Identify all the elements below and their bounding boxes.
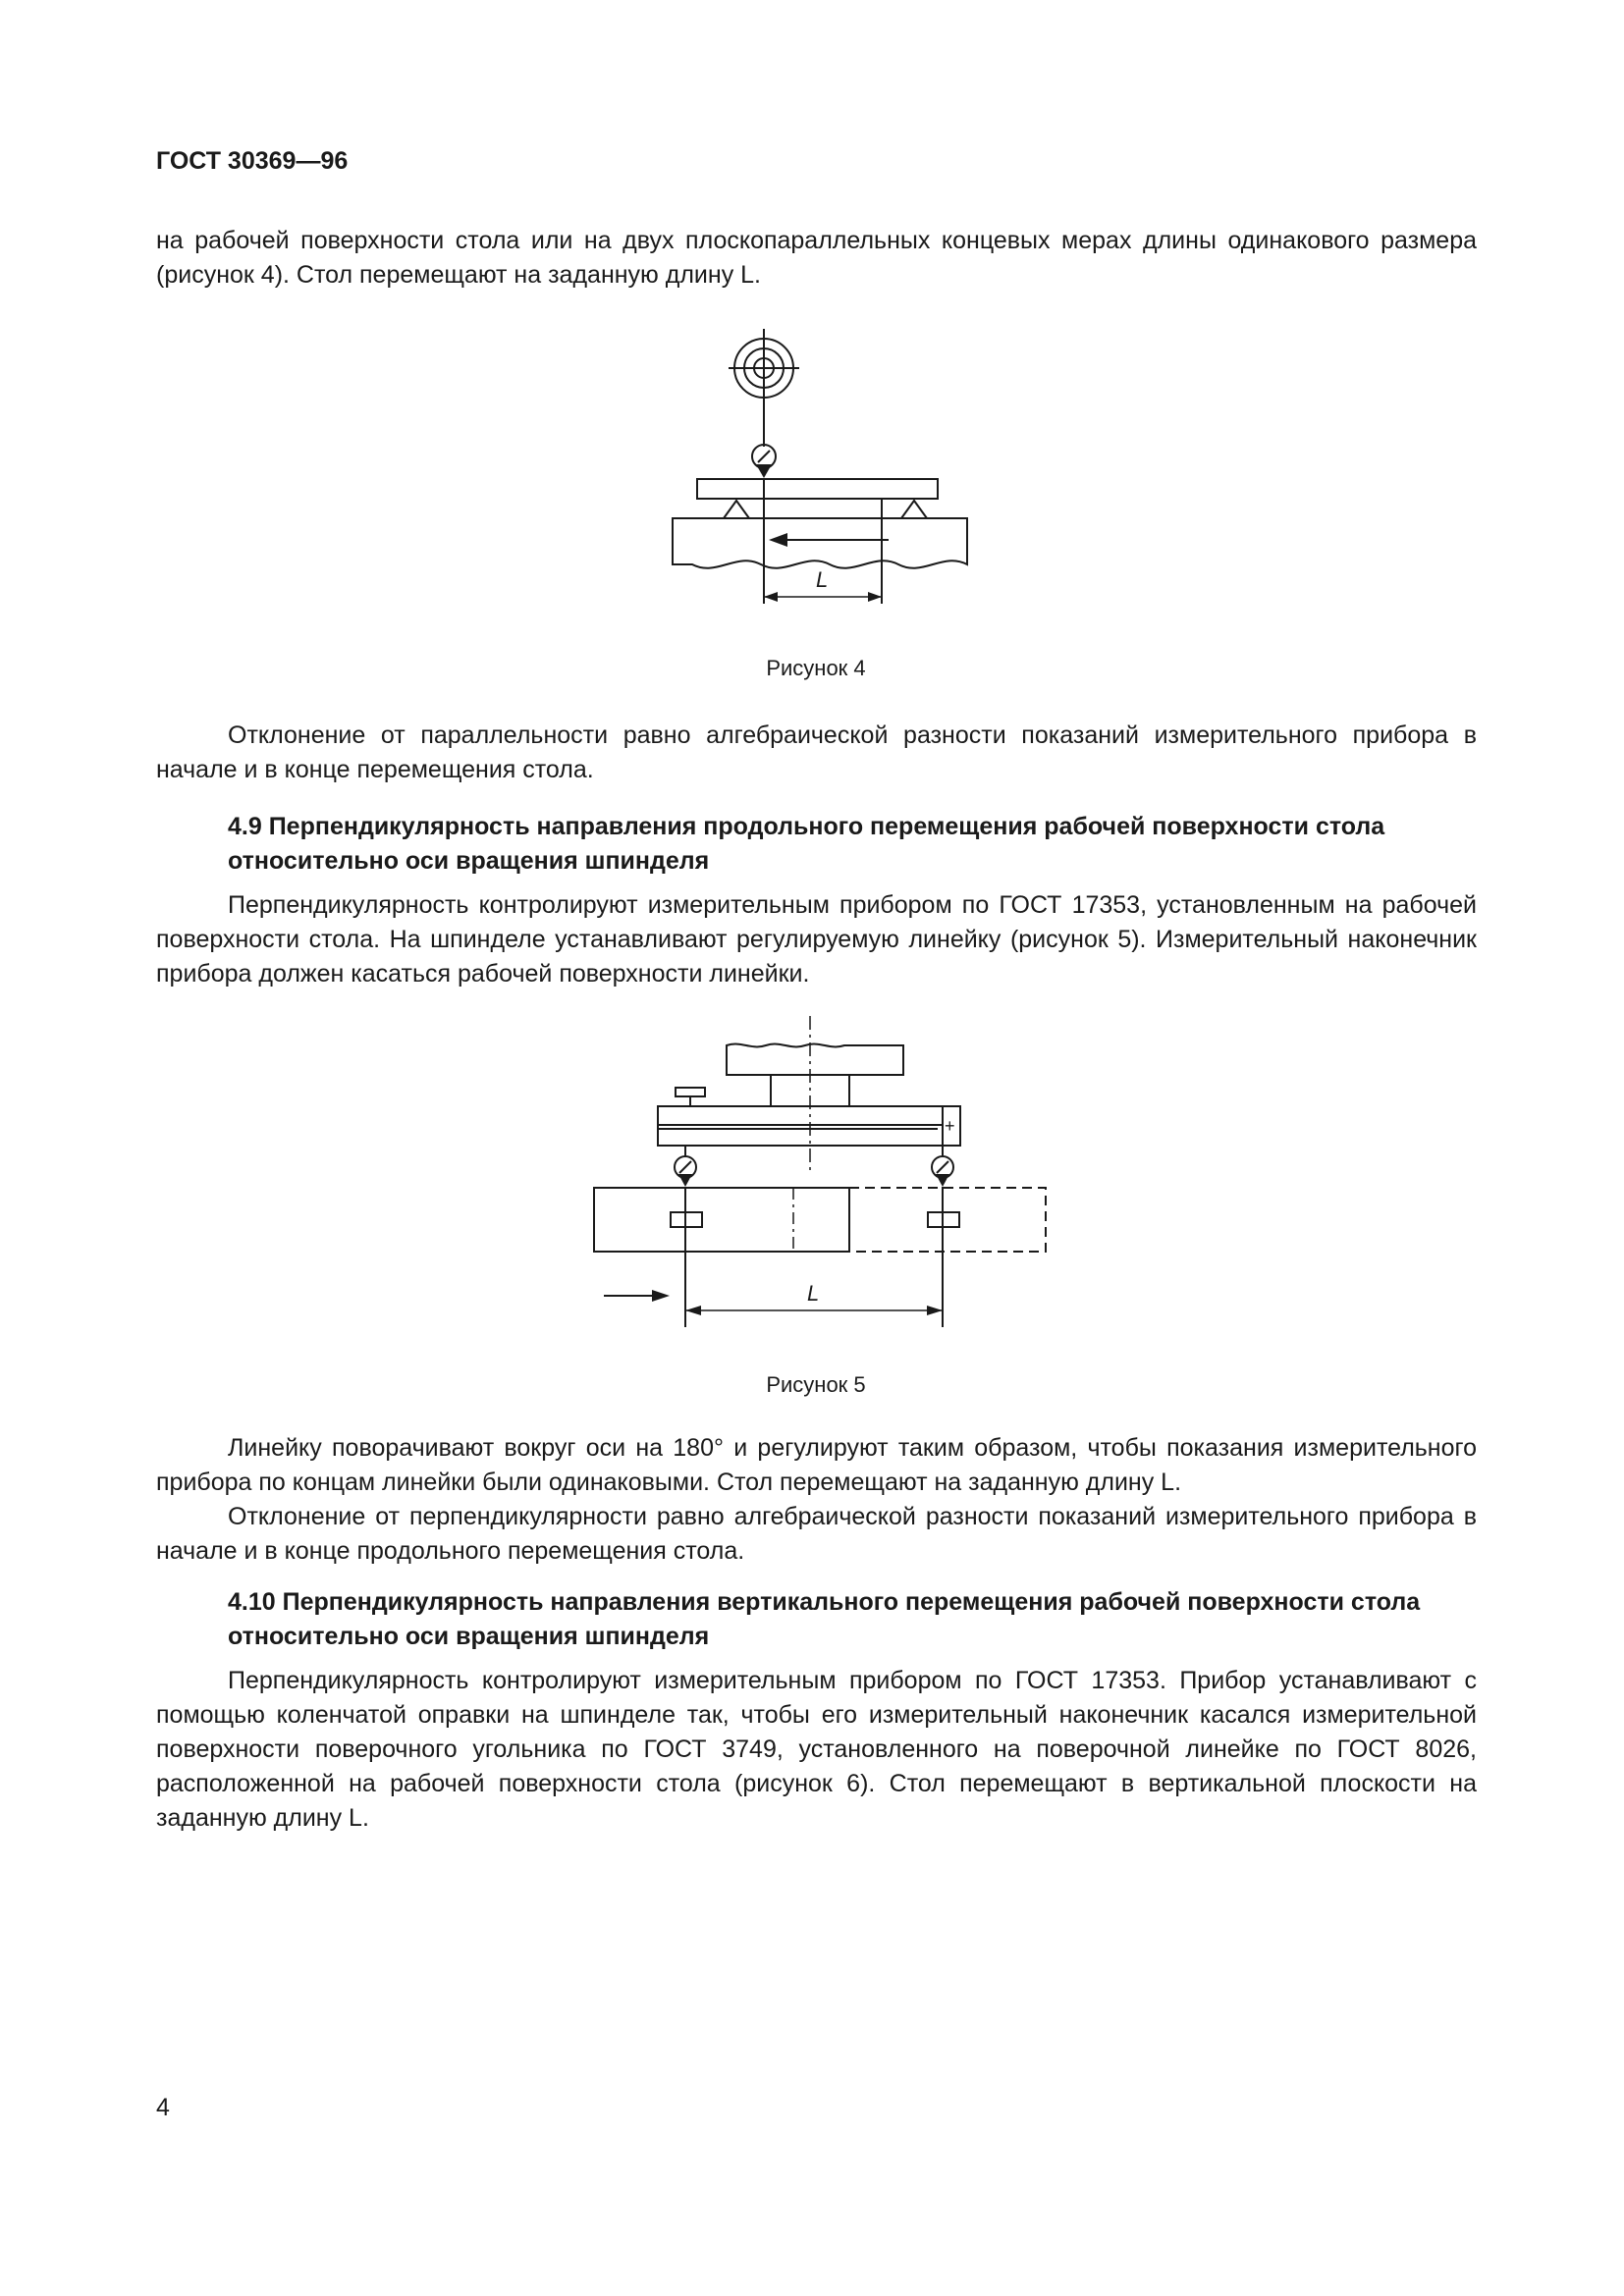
ruler-adjuster: [676, 1088, 705, 1096]
table-body: [673, 518, 967, 568]
left-support: [724, 501, 749, 518]
section-4-9-heading: 4.9 Перпендикулярность направления продольного перемещения рабочей поверхности стола относительно оси вращения шпинделя: [228, 813, 1385, 875]
plus-mark: +: [945, 1116, 955, 1136]
section-4-10-heading: 4.10 Перпендикулярность направления вертикального перемещения рабочей поверхности стола относительно оси вращения шпинделя: [228, 1588, 1421, 1650]
document-code-header: ГОСТ 30369—96: [156, 147, 349, 175]
page-number: 4: [156, 2094, 170, 2121]
section-4-9-paragraph: Перпендикулярность контролируют измерительным прибором по ГОСТ 17353, установленным на рабочей поверхности стола. На шпинделе устанавливают регулируемую линейку (рисунок 5). Измерительный наконечник прибора должен касаться рабочей поверхности линейки.: [156, 891, 1477, 988]
table-start-position: [594, 1188, 849, 1252]
figure-5-caption: Рисунок 5: [766, 1372, 866, 1397]
dimension-label-L: L: [807, 1281, 820, 1306]
dimension-label-L: L: [816, 567, 829, 592]
table-end-position: [849, 1188, 1046, 1252]
figure-4-diagram: [648, 324, 982, 628]
section-4-10-paragraph: Перпендикулярность контролируют измерительным прибором по ГОСТ 17353. Прибор устанавливают с помощью коленчатой оправки на шпинделе так, чтобы его измерительный наконечник касался измерительной поверхности поверочного угольника по ГОСТ 3749, установленного на поверочной линейке по ГОСТ 8026, расположенной на рабочей поверхности стола (рисунок 6). Стол перемещают в вертикальной плоскости на заданную длину L.: [156, 1667, 1477, 1832]
figure-5-diagram: [579, 1011, 1070, 1335]
spindle-head: [727, 1044, 903, 1075]
deviation-perpendicular-paragraph: Отклонение от перпендикулярности равно алгебраической разности показаний измерительного прибора в начале и в конце продольного перемещения стола.: [156, 1503, 1477, 1565]
measuring-bar: [697, 479, 938, 499]
deviation-parallel-paragraph: Отклонение от параллельности равно алгебраической разности показаний измерительного прибора в начале и в конце перемещения стола.: [156, 721, 1477, 783]
right-support: [901, 501, 927, 518]
figure-4-caption: Рисунок 4: [766, 656, 866, 680]
ruler-rotation-paragraph: Линейку поворачивают вокруг оси на 180° и регулируют таким образом, чтобы показания измерительного прибора по концам линейки были одинаковыми. Стол перемещают на заданную длину L.: [156, 1434, 1477, 1496]
intro-paragraph: на рабочей поверхности стола или на двух плоскопараллельных концевых мерах длины одинакового размера (рисунок 4). Стол перемещают на заданную длину L.: [156, 227, 1477, 289]
